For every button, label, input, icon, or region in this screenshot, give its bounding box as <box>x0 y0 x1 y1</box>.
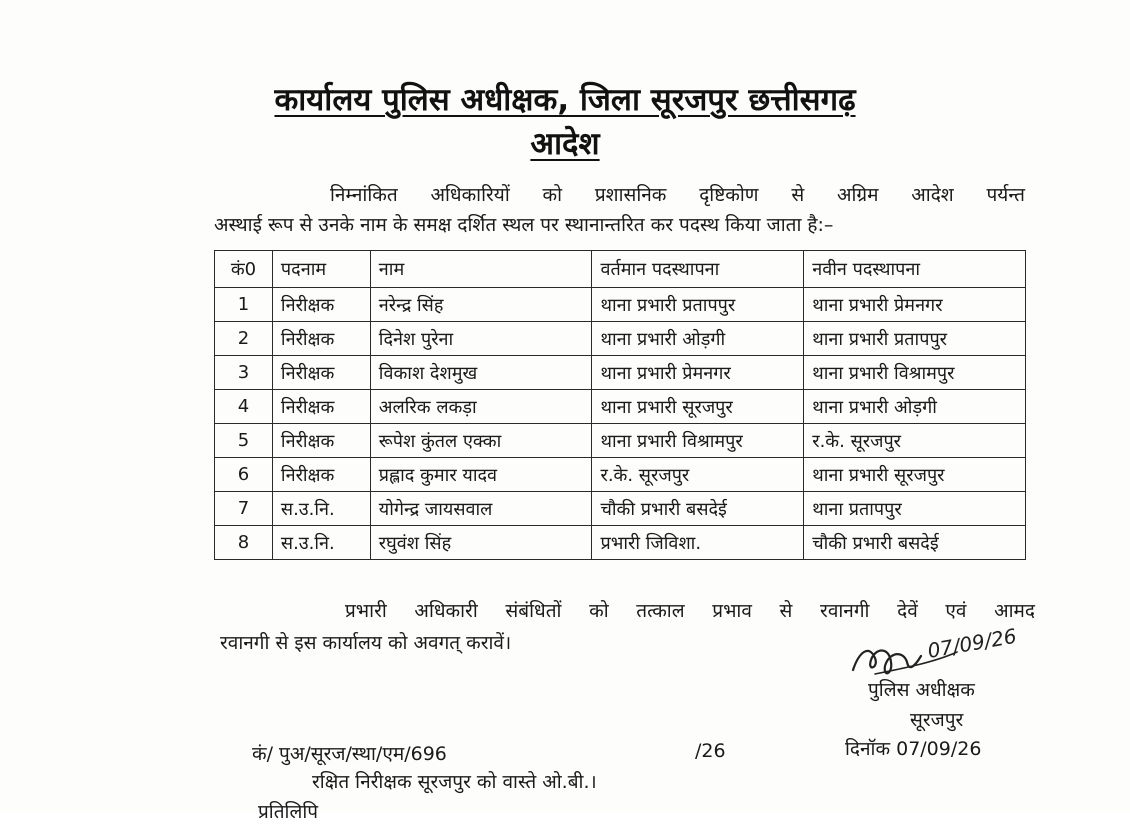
table-row <box>215 458 1026 492</box>
cell-current-posting: थाना प्रभारी प्रेमनगर <box>592 356 804 390</box>
order-date: दिनॉक 07/09/26 <box>845 738 982 760</box>
cell-serial: 3 <box>215 356 273 390</box>
cell-new-posting: थाना प्रभारी प्रेमनगर <box>804 288 1026 322</box>
cell-name: योगेन्द्र जायसवाल <box>370 492 592 526</box>
signature-date: 07/09/26 <box>925 623 1019 663</box>
cell-name: नरेन्द्र सिंह <box>370 288 592 322</box>
header-new-posting: नवीन पदस्थापना <box>804 251 1026 288</box>
table-row <box>215 424 1026 458</box>
cell-serial: 8 <box>215 526 273 560</box>
cell-current-posting: थाना प्रभारी विश्रामपुर <box>592 424 804 458</box>
copy-heading: प्रतिलिपि <box>258 801 319 823</box>
cell-name: रघुवंश सिंह <box>370 526 592 560</box>
office-title: कार्यालय पुलिस अधीक्षक, जिला सूरजपुर छत्तीसगढ़ <box>274 82 856 118</box>
cell-new-posting: थाना प्रतापपुर <box>804 492 1026 526</box>
instruction-line-2: रवानगी से इस कार्यालय को अवगत् करावें। <box>220 632 512 654</box>
cell-designation: निरीक्षक <box>272 424 370 458</box>
table-row <box>215 390 1026 424</box>
order-title: आदेश <box>530 126 600 162</box>
cell-name: रूपेश कुंतल एक्का <box>370 424 592 458</box>
signatory-designation: पुलिस अधीक्षक <box>868 679 975 701</box>
table-row <box>215 492 1026 526</box>
instruction-line-1: प्रभारी अधिकारी संबंधितों को तत्काल प्रभाव से रवानगी देवें एवं आमद <box>345 600 1035 622</box>
cell-designation: स.उ.नि. <box>272 492 370 526</box>
cell-designation: निरीक्षक <box>272 322 370 356</box>
cell-designation: निरीक्षक <box>272 288 370 322</box>
cell-serial: 7 <box>215 492 273 526</box>
header-designation: पदनाम <box>272 251 370 288</box>
header-serial: कं0 <box>215 251 273 288</box>
cell-new-posting: चौकी प्रभारी बसदेई <box>804 526 1026 560</box>
cell-serial: 1 <box>215 288 273 322</box>
cell-new-posting: थाना प्रभारी सूरजपुर <box>804 458 1026 492</box>
intro-line-2: अस्थाई रूप से उनके नाम के समक्ष दर्शित स्थल पर स्थानान्तरित कर पदस्थ किया जाता है:– <box>214 214 834 236</box>
cell-new-posting: थाना प्रभारी ओड़गी <box>804 390 1026 424</box>
cell-name: दिनेश पुरेना <box>370 322 592 356</box>
cell-current-posting: चौकी प्रभारी बसदेई <box>592 492 804 526</box>
cell-name: प्रह्लाद कुमार यादव <box>370 458 592 492</box>
cell-new-posting: र.के. सूरजपुर <box>804 424 1026 458</box>
transfer-table <box>214 250 1026 560</box>
cell-serial: 2 <box>215 322 273 356</box>
cell-designation: निरीक्षक <box>272 356 370 390</box>
cell-new-posting: थाना प्रभारी विश्रामपुर <box>804 356 1026 390</box>
cell-current-posting: प्रभारी जिविशा. <box>592 526 804 560</box>
cell-current-posting: थाना प्रभारी प्रतापपुर <box>592 288 804 322</box>
cell-current-posting: थाना प्रभारी ओड़गी <box>592 322 804 356</box>
table-header-row <box>215 251 1026 288</box>
header-name: नाम <box>370 251 592 288</box>
cell-new-posting: थाना प्रभारी प्रतापपुर <box>804 322 1026 356</box>
cell-serial: 6 <box>215 458 273 492</box>
intro-line-1: निम्नांकित अधिकारियों को प्रशासनिक दृष्टिकोण से अग्रिम आदेश पर्यन्त <box>330 184 1025 206</box>
cell-designation: निरीक्षक <box>272 390 370 424</box>
cell-designation: निरीक्षक <box>272 458 370 492</box>
reference-year: /26 <box>695 740 726 762</box>
table-row <box>215 356 1026 390</box>
cell-serial: 4 <box>215 390 273 424</box>
signatory-district: सूरजपुर <box>910 709 964 731</box>
table-row <box>215 526 1026 560</box>
table-row <box>215 288 1026 322</box>
cell-name: विकाश देशमुख <box>370 356 592 390</box>
cell-current-posting: थाना प्रभारी सूरजपुर <box>592 390 804 424</box>
header-current-posting: वर्तमान पदस्थापना <box>592 251 804 288</box>
cell-name: अलरिक लकड़ा <box>370 390 592 424</box>
reference-number: कं/ पुअ/सूरज/स्था/एम/696 <box>252 743 447 765</box>
cell-serial: 5 <box>215 424 273 458</box>
cell-designation: स.उ.नि. <box>272 526 370 560</box>
table-row <box>215 322 1026 356</box>
copy-to-line: रक्षित निरीक्षक सूरजपुर को वास्ते ओ.बी.। <box>312 771 597 793</box>
cell-current-posting: र.के. सूरजपुर <box>592 458 804 492</box>
